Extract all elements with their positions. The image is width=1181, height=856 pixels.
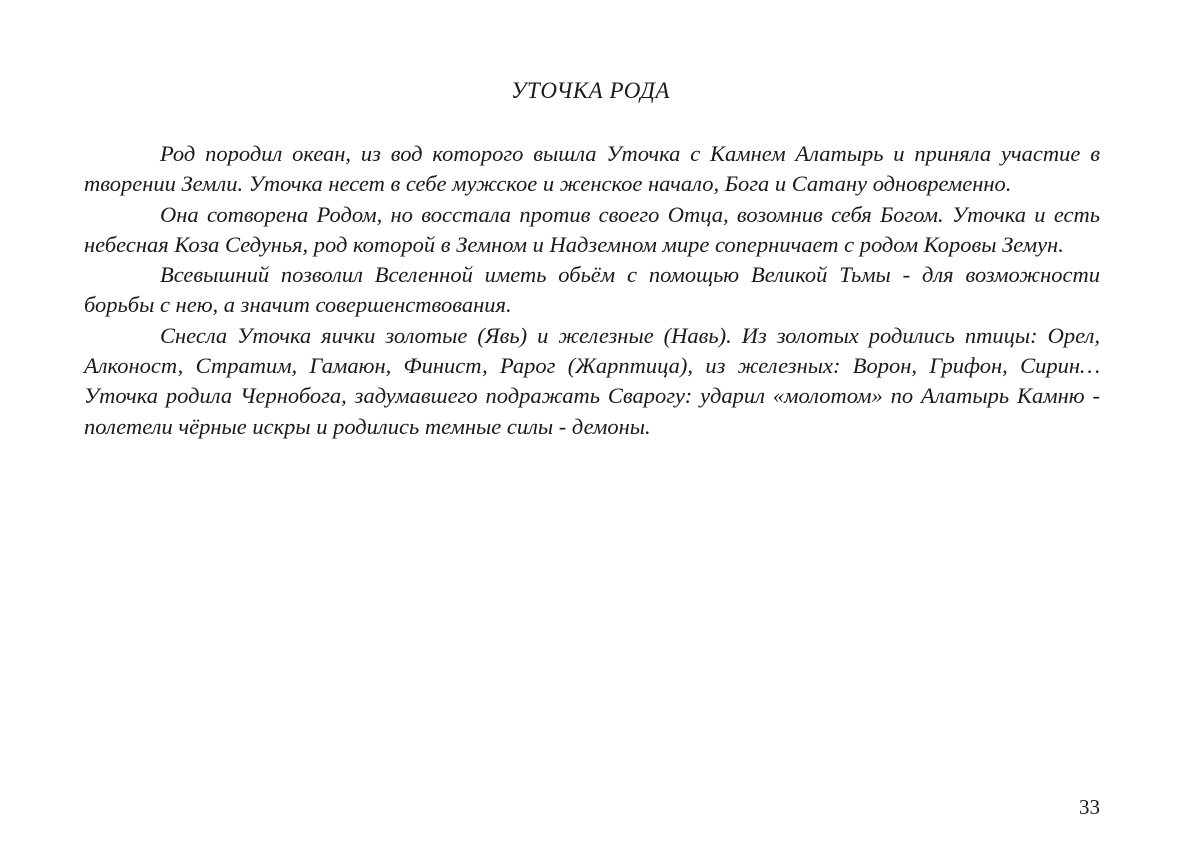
page-title: УТОЧКА РОДА <box>511 78 670 103</box>
body-text <box>84 139 1100 442</box>
page-number: 33 <box>1079 795 1100 819</box>
paragraph-1: Род породил океан, из вод которого вышла Уточка с Камнем Алатырь и приняла участие в творении Земли. Уточка несет в себе мужское и женское начало, Бога и Сатану одновременно. <box>84 141 1100 197</box>
paragraph-4: Снесла Уточка яички золотые (Явь) и железные (Навь). Из золотых родились птицы: Орел, Алконост, Стратим, Гамаюн, Финист, Рарог (Жарптица), из железных: Ворон, Грифон, Сирин… Уточка родила Чернобога, задумавшего подражать Сварогу: ударил «молотом» по Алатырь Камню - полетели чёрные искры и родились темные силы - демоны. <box>84 322 1100 439</box>
paragraph-3: Всевышний позволил Вселенной иметь обьём с помощью Великой Тьмы - для возможности борьбы с нею, а значит совершенствования. <box>84 262 1100 318</box>
paragraph-2: Она сотворена Родом, но восстала против своего Отца, возомнив себя Богом. Уточка и есть небесная Коза Седунья, род которой в Земном и Надземном мире соперничает с родом Коровы Земун. <box>84 201 1100 257</box>
